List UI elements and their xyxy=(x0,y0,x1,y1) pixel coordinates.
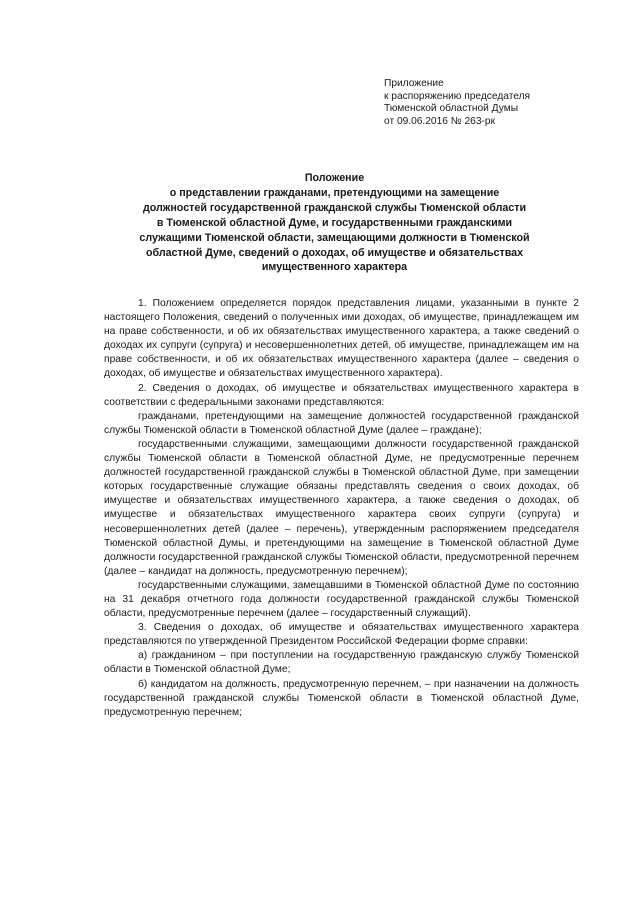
title-line: в Тюменской областной Думе, и государственными гражданскими xyxy=(156,216,513,229)
title-line: о представлении гражданами, претендующими на замещение xyxy=(169,186,500,199)
document-title xyxy=(96,171,573,275)
appendix-date-number: от 09.06.2016 № 263-рк xyxy=(384,115,496,127)
title-line: имущественного характера xyxy=(261,261,408,274)
paragraph-2-state-employees: государственными служащими, замещавшими в Тюменской областной Думе по состоянию на 31 декабря отчетного года должности государственной гражданской службы Тюменской области, предусмотренные перечнем (далее – государственный служащий). xyxy=(104,579,579,620)
title-line: служащими Тюменской области, замещающими должности в Тюменской xyxy=(139,231,530,244)
paragraph-2-employees: государственными служащими, замещающими должности государственной гражданской службы Тюменской области в Тюменской областной Думе, не предусмотренные перечнем должностей государственной гражданской службы в Тюменской областной Думе, при замещении которых государственные служащие обязаны представлять сведения о своих доходах, об имуществе и обязательствах имущественного характера, а также сведения о доходах, об имуществе и обязательствах имущественного характера своих супруги (супруга) и несовершеннолетних детей (далее – перечень), утвержденным распоряжением председателя Тюменской областной Думы, и претендующими на замещение в Тюменской областной Думе должности государственной гражданской службы Тюменской области, предусмотренной перечнем (далее – кандидат на должность, предусмотренную перечнем); xyxy=(104,438,579,577)
appendix-line: Приложение xyxy=(384,78,444,89)
title-line: Положение xyxy=(304,172,365,184)
appendix-header xyxy=(384,78,530,128)
paragraph-3b: б) кандидатом на должность, предусмотренную перечнем, – при назначении на должность государственной гражданской службы Тюменской области в Тюменской областной Думе, предусмотренную перечнем; xyxy=(104,678,579,718)
appendix-line: Тюменской областной Думы xyxy=(384,103,519,115)
paragraph-3: 3. Сведения о доходах, об имуществе и обязательствах имущественного характера представляются по утвержденной Президентом Российской Федерации форме справки: xyxy=(104,622,579,648)
paragraph-2: 2. Сведения о доходах, об имуществе и обязательствах имущественного характера в соответствии с федеральными законами представляются: xyxy=(104,382,579,408)
appendix-line: к распоряжению председателя xyxy=(384,90,531,102)
paragraph-3a: а) гражданином – при поступлении на государственную гражданскую службу Тюменской области в Тюменской областной Думе; xyxy=(104,650,579,676)
title-line: должностей государственной гражданской службы Тюменской области xyxy=(142,201,527,214)
paragraph-1: 1. Положением определяется порядок представления лицами, указанными в пункте 2 настоящего Положения, сведений о полученных ими доходах, об имуществе, принадлежащем им на праве собственности, и об их обязательствах имущественного характера, а также сведений о доходах их супруги (супруга) и несовершеннолетних детей, об имуществе, принадлежащем им на праве собственности, и об их обязательствах имущественного характера (далее – сведения о доходах, об имуществе и обязательствах имущественного характера). xyxy=(104,298,579,380)
paragraph-2-citizens: гражданами, претендующими на замещение должностей государственной гражданской службы Тюменской области в Тюменской областной Думе (далее – граждане); xyxy=(104,410,579,436)
title-line: областной Думе, сведений о доходах, об имуществе и обязательствах xyxy=(145,246,524,259)
document-body xyxy=(104,297,579,720)
